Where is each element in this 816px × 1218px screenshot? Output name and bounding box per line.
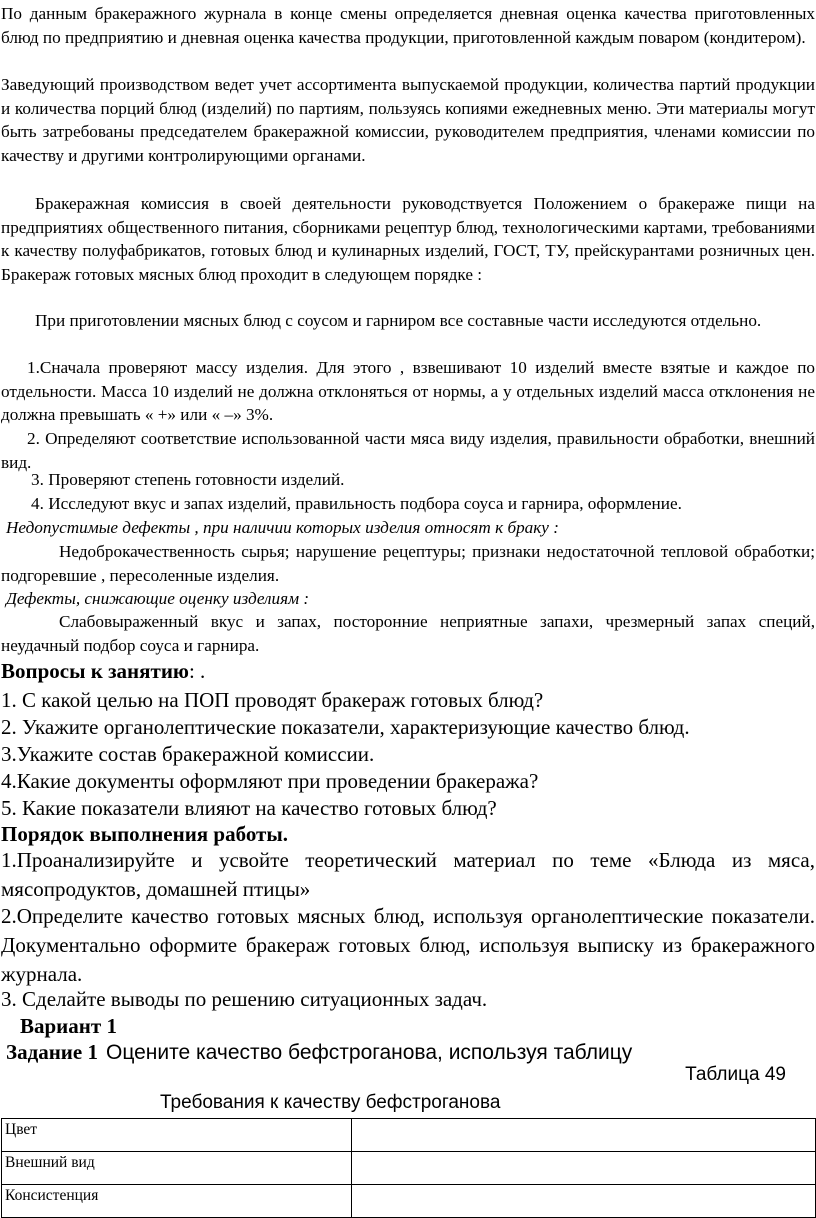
table-title: Требования к качеству бефстроганова <box>160 1092 501 1113</box>
table-cell-value <box>352 1152 816 1185</box>
task-text: Оцените качество бефстроганова, используя таблицу <box>105 1041 633 1064</box>
variant-heading: Вариант 1 <box>20 1014 117 1038</box>
table-cell-indicator: Внешний вид <box>2 1152 352 1185</box>
procedure-item: 3. Сделайте выводы по решению ситуационных задач. <box>1 987 488 1011</box>
requirements-table <box>1 1118 816 1218</box>
table-row <box>2 1185 816 1218</box>
heading-unacceptable-defects: Недопустимые дефекты , при наличии которых изделия относят к браку : <box>6 518 559 537</box>
question-item: 2. Укажите органолептические показатели, характеризующие качество блюд. <box>1 715 690 739</box>
paragraph-unacceptable-defects: Недоброкачественность сырья; нарушение рецептуры; признаки недостаточной тепловой обработки; подгоревшие , пересоленные изделия. <box>1 542 815 585</box>
paragraph-commission-rules: Бракеражная комиссия в своей деятельности руководствуется Положением о бракераже пищи на предприятиях общественного питания, сборниками рецептур блюд, технологическими картами, требованиями к качеству полуфабрикатов, готовых блюд и кулинарных изделий, ГОСТ, ТУ, прейскурантами розничных цен. Бракераж готовых мясных блюд проходит в следующем порядке : <box>1 194 815 284</box>
table-row <box>2 1152 816 1185</box>
table-cell-value <box>352 1185 816 1218</box>
questions-heading-text: Вопросы к занятию <box>1 659 189 683</box>
paragraph-step-4: 4. Исследуют вкус и запах изделий, правильность подбора соуса и гарнира, оформление. <box>31 494 682 513</box>
procedure-heading: Порядок выполнения работы. <box>1 822 289 846</box>
paragraph-step-3: 3. Проверяют степень готовности изделий. <box>31 470 345 489</box>
paragraph-step-2: 2. Определяют соответствие использованной части мяса виду изделия, правильности обработки, внешний вид. <box>1 429 815 472</box>
table-row <box>2 1119 816 1152</box>
table-cell-indicator: Цвет <box>2 1119 352 1152</box>
table-cell-value <box>352 1119 816 1152</box>
paragraph-production-head: Заведующий производством ведет учет ассортимента выпускаемой продукции, количества партий продукции и количества порций блюд (изделий) по партиям, пользуясь копиями ежедневных меню. Эти материалы могут быть затребованы председателем бракеражной комиссии, руководителем предприятия, членами комиссии по качеству и другими контролирующими органами. <box>1 75 815 165</box>
question-item: 3.Укажите состав бракеражной комиссии. <box>1 742 375 766</box>
paragraph-daily-evaluation: По данным бракеражного журнала в конце смены определяется дневная оценка качества приготовленных блюд по предприятию и дневная оценка качества продукции, приготовленной каждым поваром (кондитером). <box>1 4 815 47</box>
questions-heading-suffix: : . <box>188 659 206 683</box>
procedure-item: 2.Определите качество готовых мясных блюд, используя органолептические показатели. Документально оформите бракераж готовых блюд, используя выписку из бракеражного журнала. <box>1 904 815 986</box>
table-cell-indicator: Консистенция <box>2 1185 352 1218</box>
task-label: Задание 1 <box>6 1040 98 1064</box>
paragraph-components: При приготовлении мясных блюд с соусом и гарниром все составные части исследуются отдельно. <box>35 311 762 330</box>
heading-reducing-defects: Дефекты, снижающие оценку изделиям : <box>6 589 310 608</box>
questions-heading <box>1 657 815 686</box>
paragraph-reducing-defects: Слабовыраженный вкус и запах, посторонние неприятные запахи, чрезмерный запах специй, неудачный подбор соуса и гарнира. <box>1 612 815 655</box>
procedure-item: 1.Проанализируйте и усвойте теоретический материал по теме «Блюда из мяса, мясопродуктов, домашней птицы» <box>1 848 815 901</box>
paragraph-step-1: 1.Сначала проверяют массу изделия. Для этого , взвешивают 10 изделий вместе взятые и каждое по отдельности. Масса 10 изделий не должна отклоняться от нормы, а у отдельных изделий масса отклонения не должна превышать « +» или « –» 3%. <box>1 358 815 425</box>
table-number: Таблица 49 <box>685 1064 786 1085</box>
question-item: 1. С какой целью на ПОП проводят бракераж готовых блюд? <box>1 688 544 712</box>
question-item: 4.Какие документы оформляют при проведении бракеража? <box>1 769 539 793</box>
question-item: 5. Какие показатели влияют на качество готовых блюд? <box>1 796 497 820</box>
task-line <box>6 1038 806 1067</box>
